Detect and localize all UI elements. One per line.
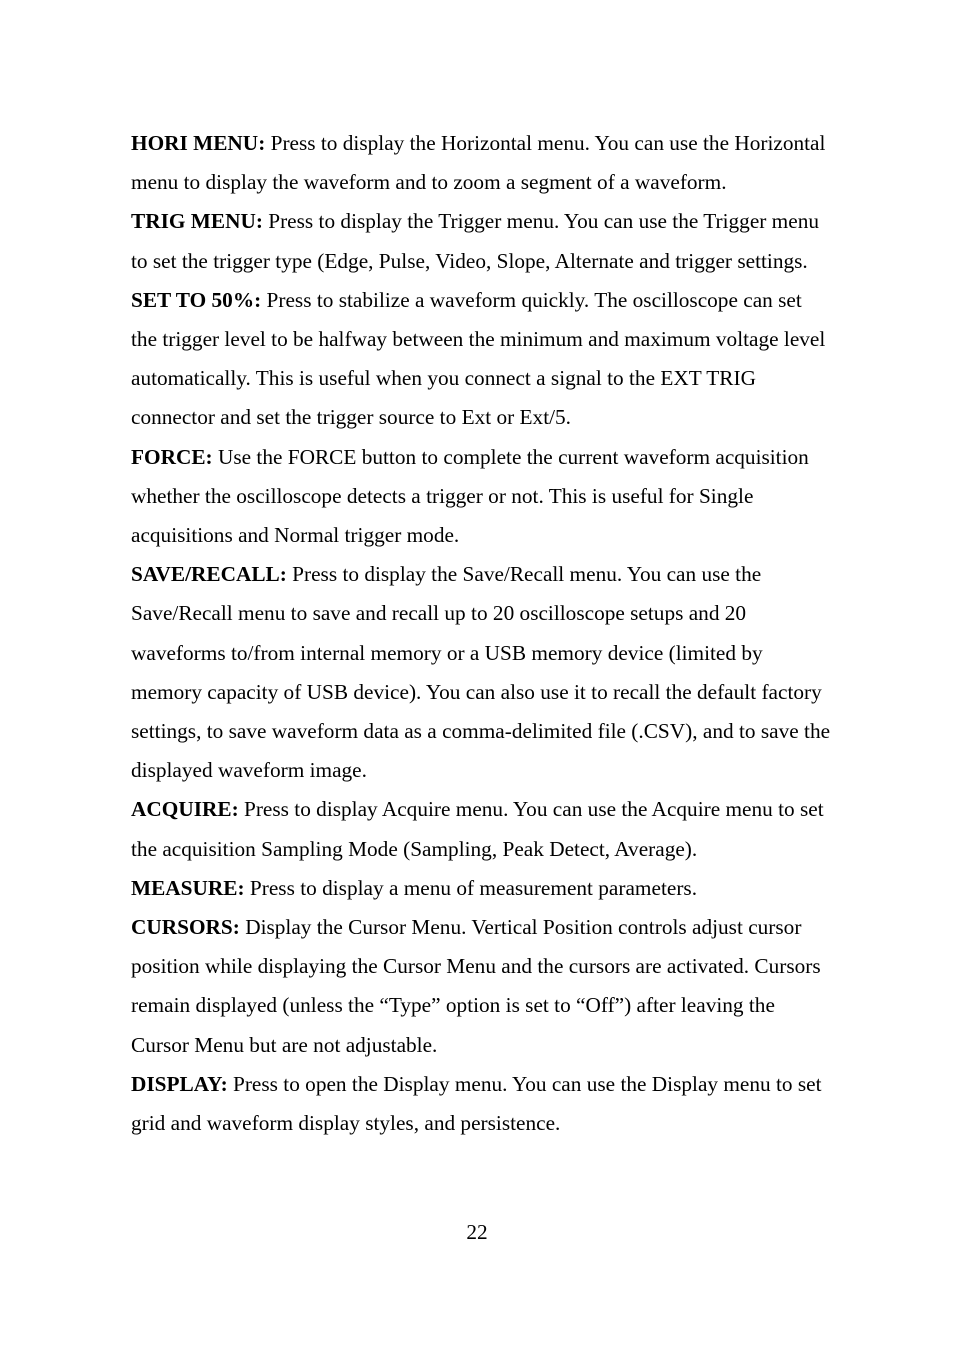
entry-term: FORCE: <box>131 444 213 469</box>
entry-display <box>131 1065 831 1143</box>
entry-term: MEASURE: <box>131 875 245 900</box>
entry-description: Press to display the Save/Recall menu. You can use the Save/Recall menu to save and recall up to 20 oscilloscope setups and 20 waveforms to/from internal memory or a USB memory device (limited by memory capacity of USB device). You can also use it to recall the default factory settings, to save waveform data as a comma-delimited file (.CSV), and to save the displayed waveform image. <box>131 562 831 783</box>
entry-term: SAVE/RECALL: <box>131 562 287 587</box>
entry-description: Press to display the Trigger menu. You can use the Trigger menu to set the trigger type (Edge, Pulse, Video, Slope, Alternate and trigger settings. <box>131 209 820 273</box>
entry-measure <box>131 869 831 908</box>
entry-acquire <box>131 790 831 868</box>
entry-save-recall <box>131 555 831 790</box>
entry-term: CURSORS: <box>131 915 240 940</box>
entry-description: Press to stabilize a waveform quickly. The oscilloscope can set the trigger level to be halfway between the minimum and maximum voltage level automatically. This is useful when you connect a signal to the EXT TRIG connector and set the trigger source to Ext or Ext/5. <box>131 287 826 430</box>
entry-description: Press to display Acquire menu. You can use the Acquire menu to set the acquisition Sampling Mode (Sampling, Peak Detect, Average). <box>131 797 824 861</box>
entry-description: Press to open the Display menu. You can use the Display menu to set grid and waveform display styles, and persistence. <box>131 1071 822 1136</box>
entry-description: Display the Cursor Menu. Vertical Position controls adjust cursor position while displaying the Cursor Menu and the cursors are activated. Cursors remain displayed (unless the “Type” option is set to “Off”) after leaving the Cursor Menu but are not adjustable. <box>131 915 821 1057</box>
entry-description: Use the FORCE button to complete the current waveform acquisition whether the oscilloscope detects a trigger or not. This is useful for Single acquisitions and Normal trigger mode. <box>131 444 809 548</box>
entry-term: ACQUIRE: <box>131 797 239 822</box>
page-number: 22 <box>466 1220 488 1244</box>
entry-term: TRIG MENU: <box>131 209 263 234</box>
entry-term: HORI MENU: <box>131 131 266 155</box>
entry-hori-menu <box>131 124 831 202</box>
entry-trig-menu <box>131 202 831 280</box>
entry-term: DISPLAY: <box>131 1071 228 1096</box>
page-body <box>131 124 831 1143</box>
entry-description: Press to display a menu of measurement parameters. <box>244 875 698 900</box>
entry-cursors <box>131 908 831 1065</box>
entry-description: Press to display the Horizontal menu. You can use the Horizontal menu to display the waveform and to zoom a segment of a waveform. <box>131 131 826 195</box>
entry-set-to-50 <box>131 281 831 438</box>
entry-term: SET TO 50%: <box>131 287 262 312</box>
entry-force <box>131 438 831 556</box>
